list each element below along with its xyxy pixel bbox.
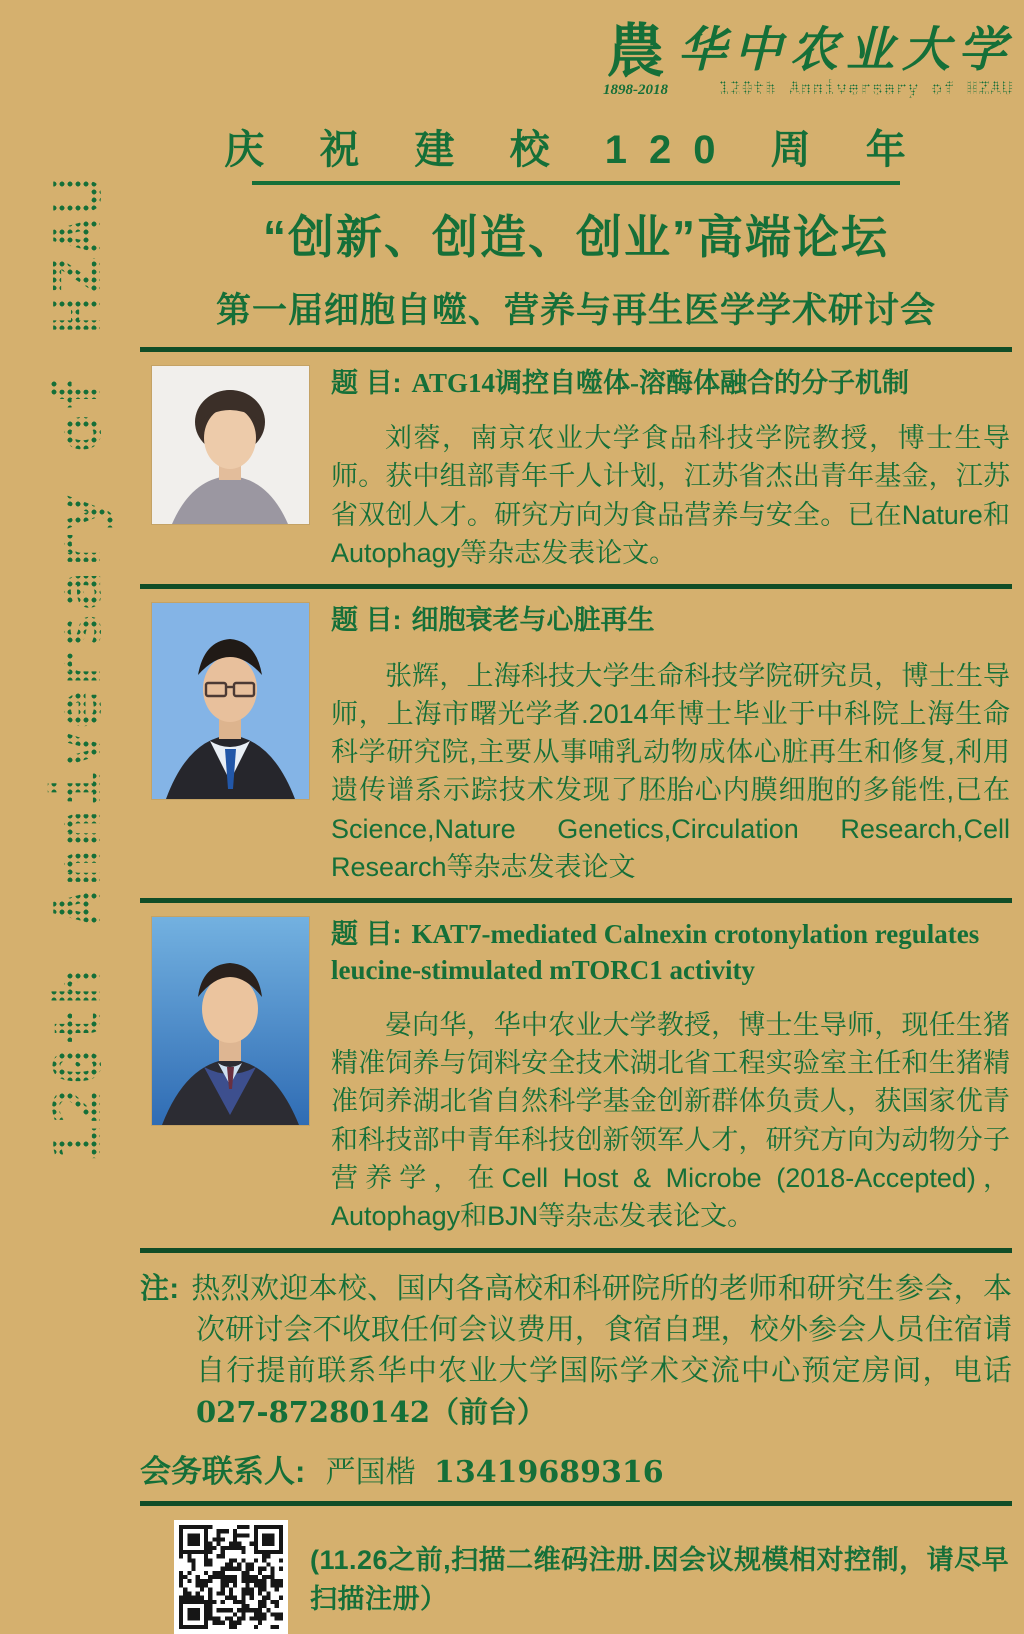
speaker-photo [152,917,309,1235]
side-anniversary-banner [28,168,140,1168]
section-divider [140,1248,1012,1253]
contact-line [140,1446,1012,1491]
title-forum: “创新、创造、创业”高端论坛 [263,211,889,263]
university-name: 华中农业大学 [677,23,1014,77]
contact-phone: 13419689316 [434,1455,664,1491]
speaker-photo [152,366,309,572]
speaker-section-yanxianghua [140,903,1012,1247]
talk-topic [331,917,1010,987]
note-paragraph [140,1269,1012,1435]
poster-content [140,118,1012,1634]
hotel-phone: 027-87280142（前台） [196,1395,546,1430]
anniversary-line: 120th Anniversary of HZAU [678,78,1014,99]
speaker-bio: 刘蓉，南京农业大学食品科技学院教授，博士生导师。获中组部青年千人计划，江苏省杰出青年基金，江苏省双创人才。研究方向为食品营养与安全。已在Nature和Autophagy等杂志发表论文。 [331,423,1010,569]
portrait-photo-1 [152,366,309,524]
portrait-photo-2 [152,603,309,799]
speaker-section-zhanghui [140,589,1012,898]
talk-topic [331,366,1010,401]
speaker-section-liurong [140,352,1012,584]
topic-label: 题 目: [331,605,402,636]
registration-caption: (11.26之前,扫描二维码注册.因会议规模相对控制，请尽早扫描注册） [310,1545,1010,1615]
speaker-bio: 张辉，上海科技大学生命科技学院研究员，博士生导师，上海市曙光学者.2014年博士毕业于中科院上海生命科学研究院,主要从事哺乳动物成体心脏再生和修复,利用遗传谱系示踪技术发现了胚胎心内膜细胞的多能性,已在Science,Nature Genetics,Circulation Research,Cell Research等杂志发表论文 [331,660,1010,883]
logo-years: 1898-2018 [602,82,668,99]
registration-qr-code [174,1520,288,1634]
contact-divider [140,1501,1012,1506]
topic-text: ATG14调控自噬体-溶酶体融合的分子机制 [411,368,909,398]
contact-name: 严国楷 [325,1456,416,1490]
university-header [602,19,1014,100]
speaker-photo [152,603,309,886]
hzau-logo-icon: 農 [606,19,665,84]
note-label: 注: [140,1272,179,1305]
side-banner-text: 120th Anniversary of HZAU [42,175,116,1164]
registration-row [140,1520,1012,1634]
title-anniversary: 庆 祝 建 校 120 周 年 [224,128,928,172]
contact-label: 会务联系人: [140,1454,306,1490]
speaker-bio: 晏向华，华中农业大学教授，博士生导师，现任生猪精准饲养与饲料安全技术湖北省工程实验室主任和生猪精准饲养湖北省自然科学基金创新群体负责人，获国家优青和科技部中青年科技创新领军人才，研究方向为动物分子营养学，在Cell Host & Microbe (2018-Accepted)，Autophagy和BJN等杂志发表论文。 [331,1009,1010,1232]
portrait-photo-3 [152,917,309,1125]
topic-text: KAT7-mediated Calnexin crotonylation regulates leucine-stimulated mTORC1 activity [331,919,980,985]
qr-code-icon [179,1525,283,1629]
note-text: 热烈欢迎本校、国内各高校和科研院所的老师和研究生参会，本次研讨会不收取任何会议费用，食宿自理，校外参会人员住宿请自行提前联系华中农业大学国际学术交流中心预定房间，电话 [190,1272,1012,1387]
talk-topic [331,603,1010,638]
title-symposium: 第一届细胞自噬、营养与再生医学学术研讨会 [215,291,936,330]
topic-text: 细胞衰老与心脏再生 [411,605,655,636]
title-underline [252,181,900,185]
topic-label: 题 目: [331,368,402,398]
topic-label: 题 目: [331,919,402,950]
